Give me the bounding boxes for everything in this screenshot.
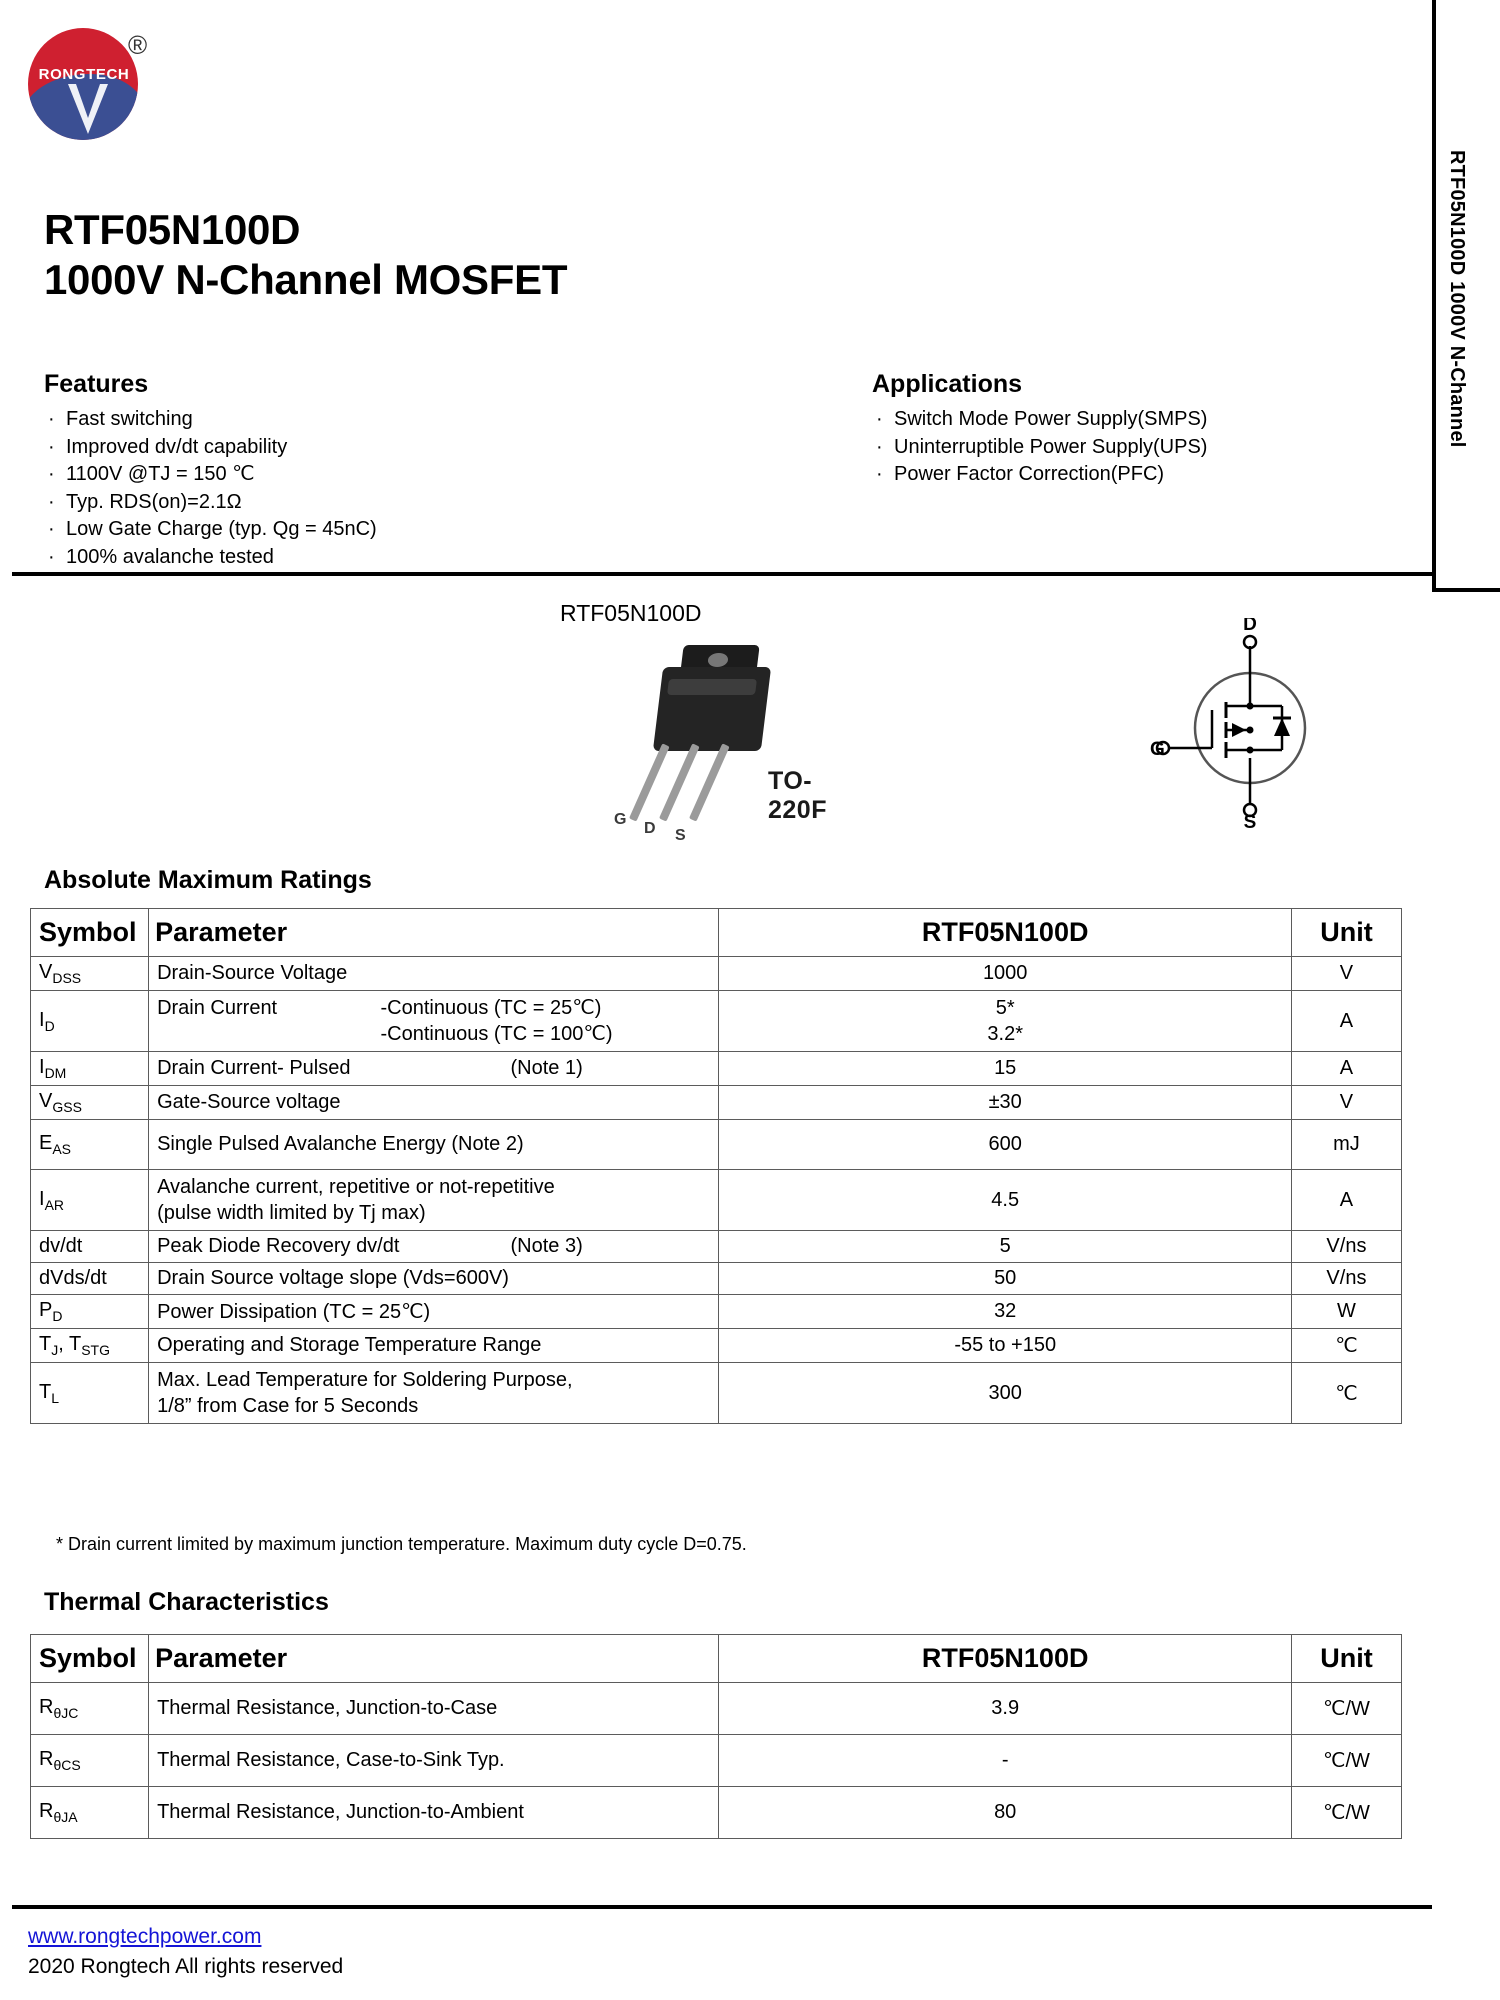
table-row	[31, 1052, 1402, 1086]
value-line-2: 3.2*	[987, 1023, 1023, 1045]
symbol-drain-label: D	[1243, 618, 1257, 635]
cell-symbol	[31, 1170, 149, 1231]
logo-wordmark: RONGTECH	[38, 66, 130, 83]
part-number-title: RTF05N100D	[44, 206, 301, 253]
symbol-subscript: D	[44, 1017, 55, 1034]
feature-text: Low Gate Charge (typ. Qg = 45nC)	[66, 518, 377, 541]
cell-value: 600	[719, 1120, 1291, 1170]
table-row	[31, 991, 1402, 1052]
column-header-value: RTF05N100D	[719, 909, 1291, 957]
features-section	[44, 370, 644, 572]
table-row	[31, 1735, 1402, 1787]
application-text: Switch Mode Power Supply(SMPS)	[894, 408, 1208, 430]
cell-symbol	[31, 1052, 149, 1086]
abs-max-footnote: * Drain current limited by maximum junction temperature. Maximum duty cycle D=0.75.	[56, 1534, 747, 1554]
cell-unit: V	[1291, 957, 1401, 991]
feature-text: 1100V @TJ = 150 ℃	[66, 463, 255, 486]
absolute-maximum-ratings-table	[30, 908, 1402, 1424]
symbol-subscript: DSS	[52, 970, 82, 986]
parameter-line-2: (pulse width limited by Tj max)	[157, 1202, 426, 1224]
cell-parameter: Drain Source voltage slope (Vds=600V)	[149, 1263, 719, 1295]
cell-parameter	[149, 1231, 719, 1263]
mosfet-symbol-svg	[1150, 618, 1340, 828]
cell-parameter	[149, 1363, 719, 1424]
cell-unit: A	[1291, 1052, 1401, 1086]
symbol-base: I	[39, 1056, 45, 1078]
list-item	[44, 461, 644, 489]
table-row	[31, 1295, 1402, 1329]
feature-text: Improved dv/dt capability	[66, 435, 288, 458]
cell-value: 4.5	[719, 1170, 1291, 1231]
package-case-name: TO-220F	[768, 767, 827, 824]
parameter-line-1: Avalanche current, repetitive or not-repetitive	[157, 1176, 555, 1198]
symbol-subscript: θCS	[53, 1757, 81, 1773]
side-tab-label: RTF05N100D 1000V N-Channel	[1446, 150, 1468, 448]
cell-unit: V/ns	[1291, 1263, 1401, 1295]
table-row	[31, 1231, 1402, 1263]
symbol-subscript: θJA	[53, 1809, 78, 1825]
cell-parameter: Thermal Resistance, Case-to-Sink Typ.	[149, 1735, 719, 1787]
bullet-icon: ·	[876, 408, 883, 430]
parameter-text: Drain Current- Pulsed	[157, 1057, 351, 1079]
cell-unit: A	[1291, 1170, 1401, 1231]
bullet-icon: ·	[48, 518, 55, 541]
list-item	[44, 516, 644, 544]
symbol-gate-label: G	[1150, 739, 1165, 760]
cell-value: -55 to +150	[719, 1329, 1291, 1363]
table-row	[31, 1329, 1402, 1363]
column-header-unit: Unit	[1291, 909, 1401, 957]
list-item	[872, 406, 1432, 434]
symbol-subscript: AR	[44, 1196, 65, 1213]
bullet-icon: ·	[48, 545, 55, 568]
cell-unit: W	[1291, 1295, 1401, 1329]
footer-divider	[12, 1905, 1432, 1909]
symbol-base: I	[39, 1187, 45, 1210]
cell-parameter: Thermal Resistance, Junction-to-Ambient	[149, 1787, 719, 1839]
symbol-base: R	[39, 1748, 54, 1770]
symbol-base: P	[39, 1299, 53, 1321]
parameter-text: Peak Diode Recovery dv/dt	[157, 1235, 400, 1257]
symbol-base: R	[39, 1696, 54, 1718]
column-header-parameter: Parameter	[149, 909, 719, 957]
column-header-symbol: Symbol	[31, 1635, 149, 1683]
cell-value: 32	[719, 1295, 1291, 1329]
cell-unit: mJ	[1291, 1120, 1401, 1170]
parameter-note: (Note 3)	[510, 1235, 583, 1257]
symbol-base: V	[39, 1090, 53, 1112]
cell-parameter	[149, 991, 719, 1052]
feature-text: Fast switching	[66, 408, 193, 430]
logo-vee-shape	[64, 82, 112, 138]
table-header-row	[31, 909, 1402, 957]
section-divider	[12, 572, 1432, 576]
parameter-line-2: 1/8” from Case for 5 Seconds	[157, 1395, 419, 1417]
package-highlight	[667, 679, 757, 695]
bullet-icon: ·	[48, 463, 55, 486]
column-header-parameter: Parameter	[149, 1635, 719, 1683]
cell-unit: V/ns	[1291, 1231, 1401, 1263]
cell-symbol	[31, 1295, 149, 1329]
cell-value: 50	[719, 1263, 1291, 1295]
cell-symbol	[31, 991, 149, 1052]
cell-value: 5	[719, 1231, 1291, 1263]
logo-ellipse-shape	[28, 28, 138, 140]
symbol-subscript: D	[52, 1308, 63, 1324]
cell-unit: ℃/W	[1291, 1683, 1401, 1735]
symbol-base: V	[39, 961, 53, 983]
list-item	[872, 461, 1432, 489]
column-header-unit: Unit	[1291, 1635, 1401, 1683]
features-list	[44, 406, 644, 572]
symbol-base: T	[39, 1333, 52, 1355]
cell-symbol	[31, 1231, 149, 1263]
symbol-source-label: S	[1243, 812, 1257, 828]
cell-value: 3.9	[719, 1683, 1291, 1735]
cell-symbol	[31, 1683, 149, 1735]
applications-list	[872, 406, 1432, 489]
list-item	[44, 489, 644, 517]
parameter-lead: Drain Current	[157, 997, 278, 1019]
symbol-base: R	[39, 1800, 54, 1822]
cell-unit: ℃/W	[1291, 1787, 1401, 1839]
table-row	[31, 1263, 1402, 1295]
pin-label-gate: G	[614, 811, 627, 828]
application-text: Power Factor Correction(PFC)	[894, 463, 1165, 486]
part-subtitle: 1000V N-Channel MOSFET	[44, 255, 568, 303]
applications-heading: Applications	[872, 370, 1023, 398]
thermal-characteristics-table	[30, 1634, 1402, 1839]
cell-symbol	[31, 957, 149, 991]
footer-copyright: 2020 Rongtech All rights reserved	[28, 1955, 344, 1978]
symbol-subscript: L	[51, 1389, 60, 1406]
cell-value: 80	[719, 1787, 1291, 1839]
table-header-row	[31, 1635, 1402, 1683]
list-item	[44, 544, 644, 572]
list-item	[44, 406, 644, 434]
abs-max-heading: Absolute Maximum Ratings	[44, 866, 372, 894]
cell-unit: A	[1291, 991, 1401, 1052]
table-body	[31, 1683, 1402, 1839]
cell-symbol	[31, 1787, 149, 1839]
parameter-condition-1: -Continuous (TC = 25℃)	[380, 997, 602, 1019]
cell-value: 300	[719, 1363, 1291, 1424]
cell-unit: ℃	[1291, 1329, 1401, 1363]
cell-symbol	[31, 1086, 149, 1120]
table-row	[31, 1683, 1402, 1735]
symbol-base: E	[39, 1132, 53, 1154]
cell-unit: ℃	[1291, 1363, 1401, 1424]
table-header	[31, 909, 1402, 957]
symbol-subscript: GSS	[52, 1099, 82, 1115]
applications-section	[872, 370, 1432, 489]
table-row	[31, 1787, 1402, 1839]
cell-parameter: Thermal Resistance, Junction-to-Case	[149, 1683, 719, 1735]
cell-symbol	[31, 1120, 149, 1170]
package-photo-to220f	[600, 645, 840, 844]
mosfet-symbol	[1150, 618, 1340, 828]
package-part-label: RTF05N100D	[560, 600, 702, 626]
thermal-heading: Thermal Characteristics	[44, 1588, 329, 1616]
page-title	[44, 205, 944, 304]
cell-value: 15	[719, 1052, 1291, 1086]
bullet-icon: ·	[48, 435, 55, 458]
table-header	[31, 1635, 1402, 1683]
table-row	[31, 1120, 1402, 1170]
value-line-1: 5*	[995, 997, 1015, 1019]
feature-text: 100% avalanche tested	[66, 545, 274, 568]
bullet-icon: ·	[48, 408, 55, 430]
parameter-line-1	[157, 995, 710, 1021]
cell-unit: ℃/W	[1291, 1735, 1401, 1787]
parameter-line-2	[157, 1021, 710, 1047]
side-tab-vertical-rule	[1432, 0, 1436, 592]
bullet-icon: ·	[876, 435, 883, 458]
list-item	[44, 434, 644, 462]
parameter-condition-2: -Continuous (TC = 100℃)	[380, 1023, 613, 1045]
table-row	[31, 1363, 1402, 1424]
cell-parameter: Operating and Storage Temperature Range	[149, 1329, 719, 1363]
column-header-value: RTF05N100D	[719, 1635, 1291, 1683]
application-text: Uninterruptible Power Supply(UPS)	[894, 435, 1208, 458]
pin-label-drain: D	[644, 820, 656, 837]
parameter-line-1: Max. Lead Temperature for Soldering Purpose,	[157, 1369, 573, 1391]
symbol-subscript: AS	[52, 1141, 72, 1157]
cell-symbol	[31, 1735, 149, 1787]
table-row	[31, 957, 1402, 991]
registered-trademark-icon: ®	[128, 30, 148, 60]
column-header-symbol: Symbol	[31, 909, 149, 957]
table-row	[31, 1170, 1402, 1231]
symbol-base: dVds/dt	[39, 1267, 107, 1289]
symbol-base-2: , T	[58, 1333, 82, 1355]
cell-symbol	[31, 1329, 149, 1363]
table-row	[31, 1086, 1402, 1120]
cell-value: ±30	[719, 1086, 1291, 1120]
cell-value: 1000	[719, 957, 1291, 991]
cell-parameter	[149, 1170, 719, 1231]
feature-text: Typ. RDS(on)=2.1Ω	[66, 490, 242, 513]
bullet-icon: ·	[876, 463, 883, 486]
cell-unit: V	[1291, 1086, 1401, 1120]
table-body	[31, 957, 1402, 1424]
cell-value: -	[719, 1735, 1291, 1787]
features-heading: Features	[44, 370, 149, 398]
parameter-note: (Note 1)	[510, 1057, 583, 1079]
cell-symbol	[31, 1263, 149, 1295]
cell-parameter: Single Pulsed Avalanche Energy (Note 2)	[149, 1120, 719, 1170]
symbol-subscript: θJC	[53, 1705, 79, 1721]
cell-symbol	[31, 1363, 149, 1424]
rongtech-logo	[22, 18, 162, 133]
symbol-subscript: DM	[44, 1065, 67, 1081]
cell-parameter: Power Dissipation (TC = 25℃)	[149, 1295, 719, 1329]
list-item	[872, 434, 1432, 462]
bullet-icon: ·	[48, 490, 55, 513]
pin-label-source: S	[675, 827, 686, 844]
symbol-base: I	[39, 1008, 45, 1031]
footer-website-link[interactable]: www.rongtechpower.com	[28, 1925, 262, 1948]
symbol-subscript-2: STG	[81, 1342, 110, 1358]
cell-value	[719, 991, 1291, 1052]
symbol-base: dv/dt	[39, 1235, 83, 1257]
cell-parameter	[149, 1052, 719, 1086]
symbol-subscript: J	[51, 1342, 59, 1358]
cell-parameter: Drain-Source Voltage	[149, 957, 719, 991]
cell-parameter: Gate-Source voltage	[149, 1086, 719, 1120]
symbol-base: T	[39, 1380, 52, 1403]
